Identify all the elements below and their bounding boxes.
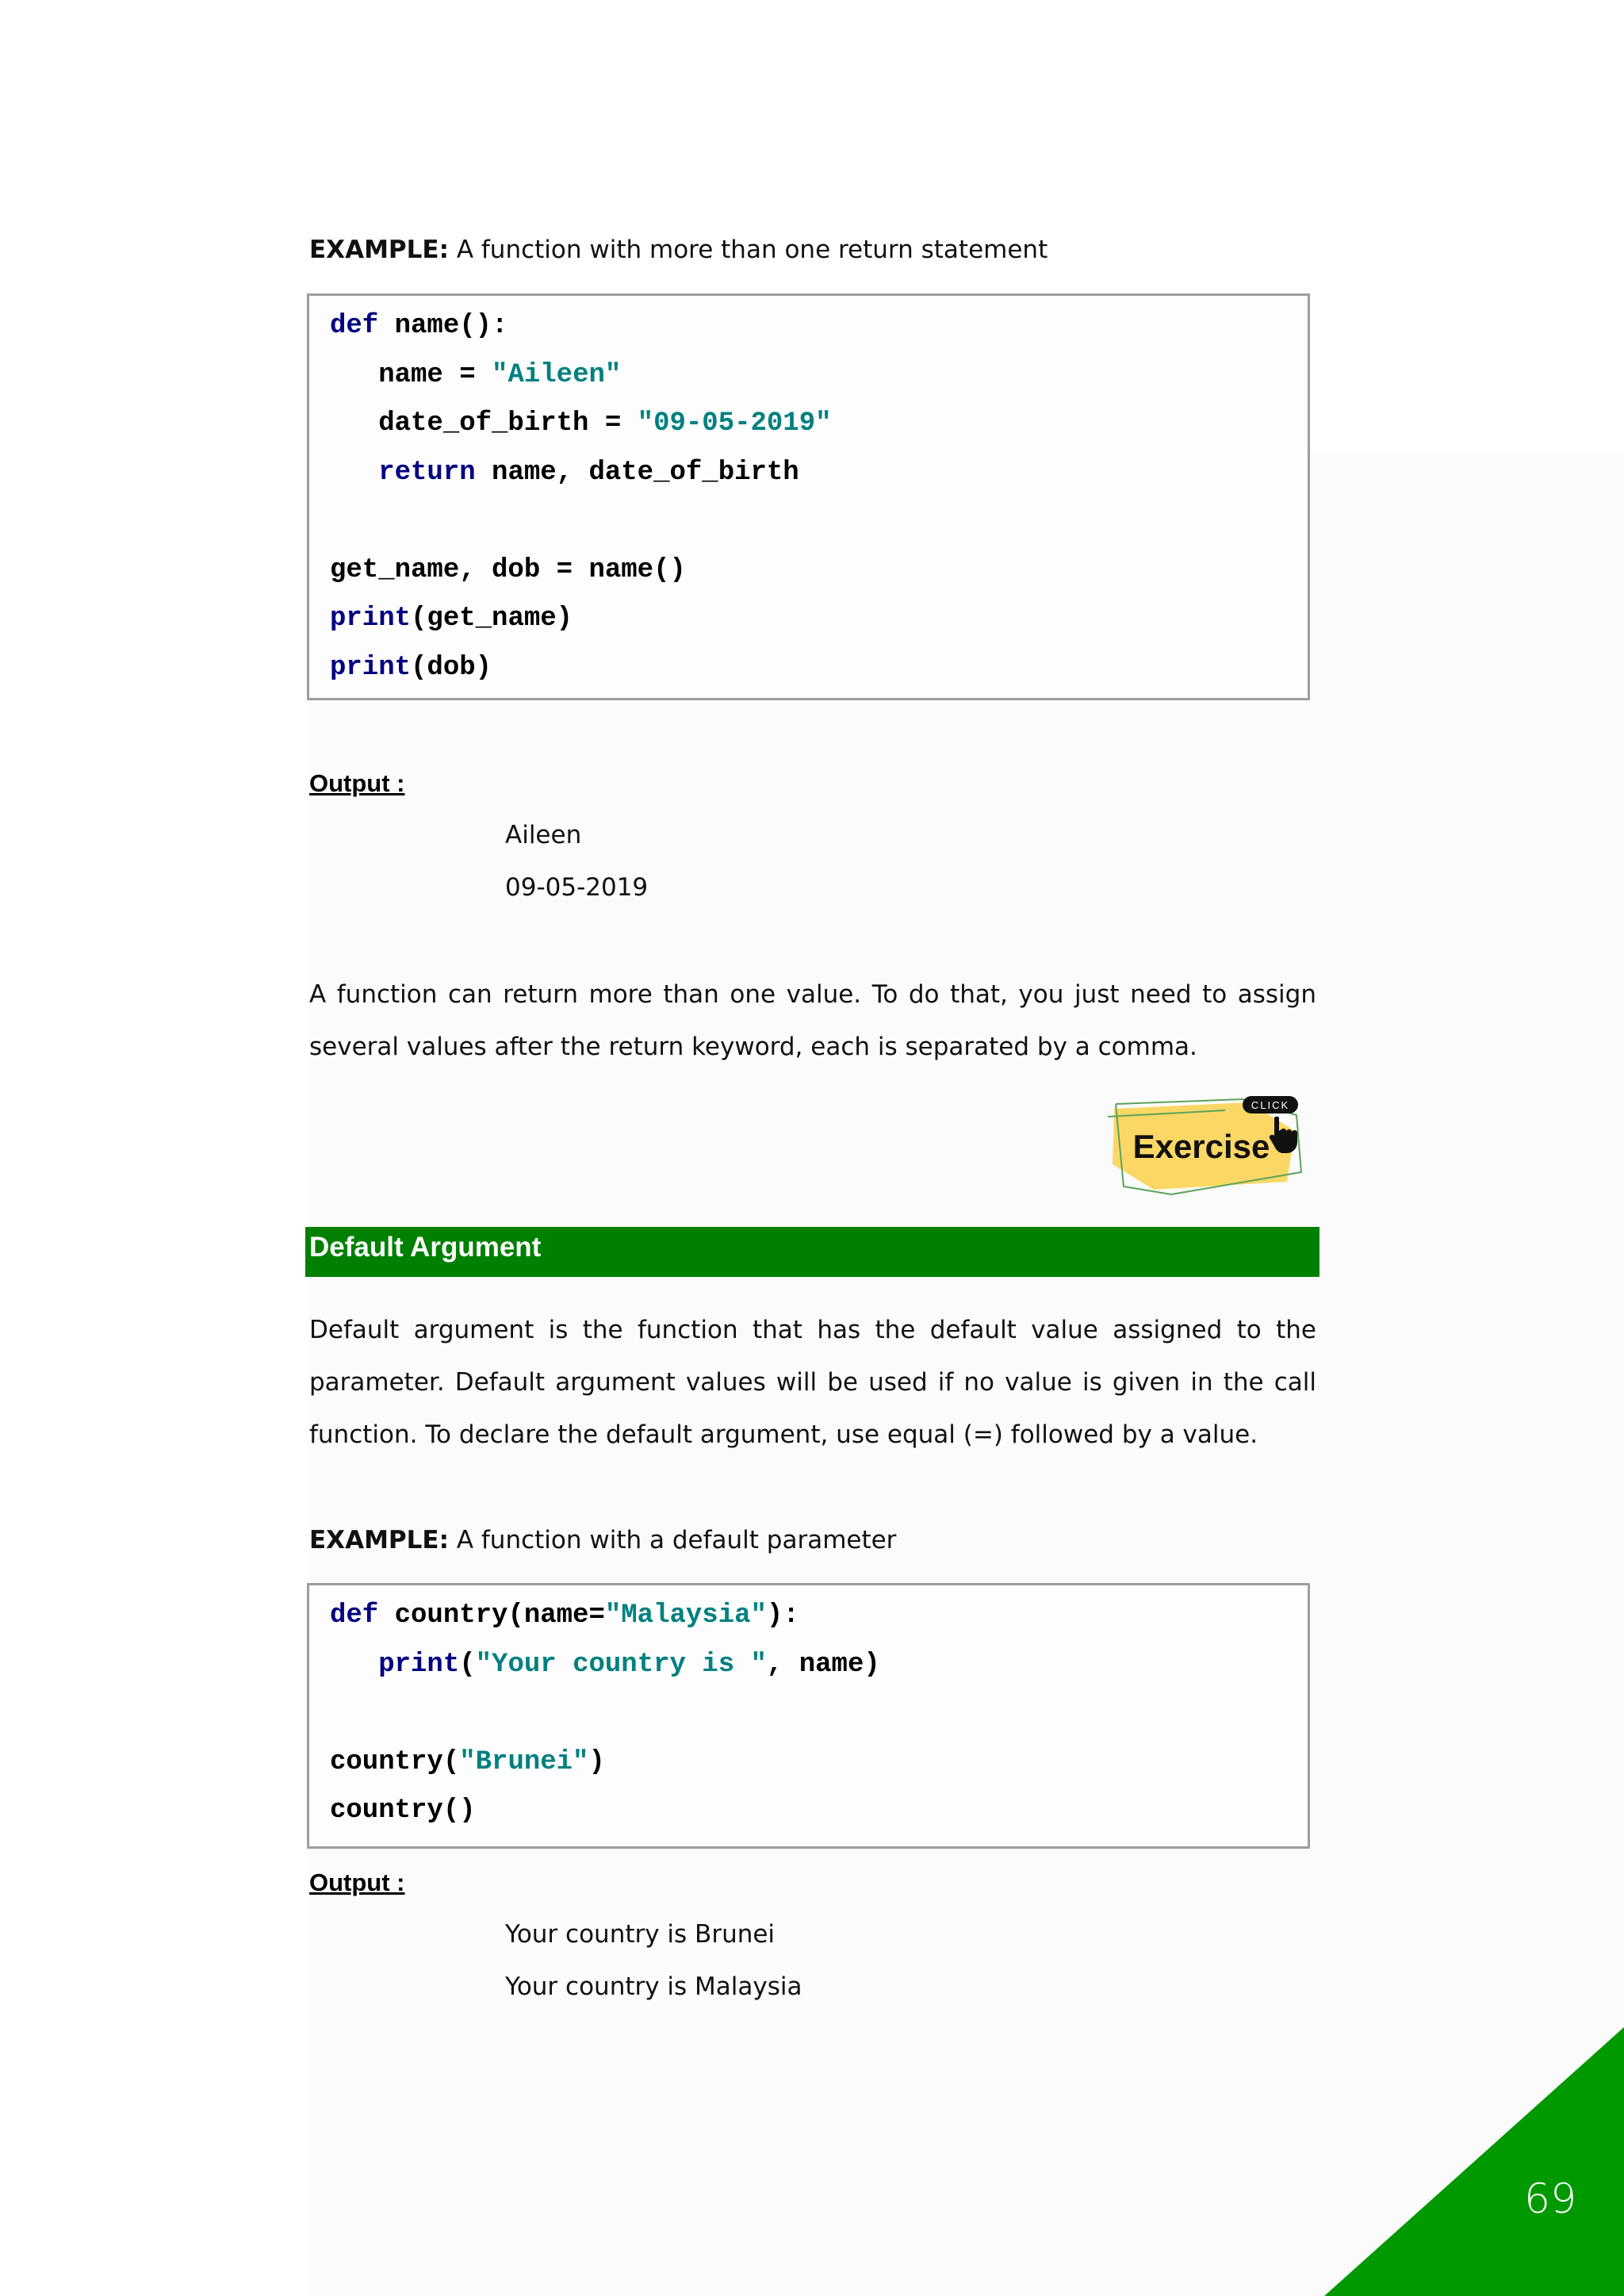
code-line bbox=[330, 302, 1308, 351]
code-keyword: def bbox=[330, 1600, 379, 1631]
code-text: date_of_birth = bbox=[330, 408, 638, 439]
code-string: "09-05-2019" bbox=[637, 408, 832, 439]
code-text: name(): bbox=[378, 311, 508, 341]
exercise-label: Exercise bbox=[1132, 1128, 1270, 1165]
example-1-heading bbox=[309, 224, 1316, 276]
output-line: Aileen bbox=[505, 821, 582, 849]
code-keyword: print bbox=[330, 652, 412, 683]
example-2-heading bbox=[309, 1514, 1316, 1566]
code-block-2 bbox=[307, 1583, 1310, 1849]
code-line bbox=[330, 595, 1308, 644]
exercise-button[interactable] bbox=[1106, 1093, 1304, 1196]
code-text: country(name= bbox=[378, 1600, 605, 1631]
code-string: "Brunei" bbox=[459, 1746, 589, 1777]
code-keyword: def bbox=[330, 311, 379, 341]
code-text: ) bbox=[588, 1746, 605, 1777]
code-text bbox=[330, 458, 378, 488]
code-text: get_name, dob = name() bbox=[330, 554, 686, 585]
code-line bbox=[330, 1689, 1308, 1738]
output-label-2: Output : bbox=[309, 1869, 405, 1896]
output-line: Your country is Brunei bbox=[505, 1920, 776, 1949]
output-line: Your country is Malaysia bbox=[505, 1972, 802, 2001]
code-text: (dob) bbox=[411, 652, 492, 683]
code-line bbox=[330, 1738, 1308, 1788]
output-line: 09-05-2019 bbox=[505, 873, 649, 902]
code-line bbox=[330, 449, 1308, 498]
section-title: Default Argument bbox=[309, 1232, 542, 1263]
section-header-bar bbox=[305, 1227, 1320, 1277]
example-description: A function with more than one return statement bbox=[448, 236, 1048, 264]
code-line bbox=[330, 546, 1308, 596]
code-line bbox=[330, 1641, 1308, 1690]
paragraph-default-argument: Default argument is the function that has the default value assigned to the parameter. Default argument values will be used if no value is given in the call function. To declare the default argument, use equal (=) followed by a value. bbox=[309, 1316, 1316, 1449]
code-text bbox=[330, 1650, 378, 1680]
code-text: (get_name) bbox=[411, 604, 573, 634]
paragraph-return-values: A function can return more than one value. To do that, you just need to assign several values after the return keyword, each is separated by a comma. bbox=[309, 980, 1316, 1061]
page-corner-decoration bbox=[1324, 2027, 1624, 2296]
code-text: ( bbox=[459, 1649, 476, 1680]
code-keyword: print bbox=[378, 1649, 460, 1680]
code-text: country() bbox=[330, 1796, 476, 1826]
code-line bbox=[330, 1787, 1308, 1836]
example-label: EXAMPLE: bbox=[309, 236, 449, 264]
code-text: , name) bbox=[766, 1649, 880, 1680]
code-text: country( bbox=[330, 1746, 460, 1777]
code-block-1 bbox=[307, 293, 1310, 700]
example-description: A function with a default parameter bbox=[448, 1526, 897, 1554]
code-keyword: print bbox=[330, 604, 412, 634]
code-line bbox=[330, 497, 1308, 546]
code-line bbox=[330, 644, 1308, 693]
code-line bbox=[330, 400, 1308, 449]
code-line bbox=[330, 1592, 1308, 1641]
code-string: "Malaysia" bbox=[604, 1600, 767, 1631]
code-text: ): bbox=[766, 1600, 799, 1631]
code-keyword: return bbox=[378, 457, 476, 488]
code-text: name, date_of_birth bbox=[475, 457, 799, 488]
code-string: "Aileen" bbox=[492, 359, 622, 390]
code-string: "Your country is " bbox=[475, 1649, 767, 1680]
code-text: name = bbox=[330, 359, 492, 390]
code-line bbox=[330, 351, 1308, 401]
page-number: 69 bbox=[1524, 2175, 1577, 2223]
click-badge-label: CLICK bbox=[1251, 1099, 1290, 1111]
output-label-1: Output : bbox=[309, 769, 405, 797]
example-label: EXAMPLE: bbox=[309, 1526, 449, 1554]
corner-triangle bbox=[1324, 2027, 1624, 2296]
